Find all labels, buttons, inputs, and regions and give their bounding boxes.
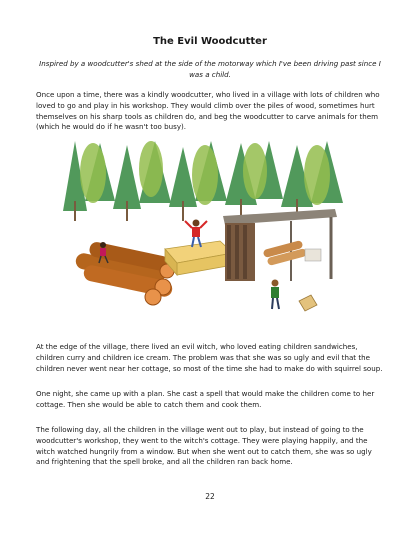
- forest-trees: [55, 141, 355, 221]
- log-pile: [74, 241, 174, 305]
- woodcutter-illustration: [55, 141, 355, 331]
- woodcutter-shed: [223, 209, 337, 281]
- story-subtitle: Inspired by a woodcutter's shed at the side of the motorway which I've been driving past since I was a child.: [39, 59, 381, 79]
- story-title: The Evil Woodcutter: [153, 36, 267, 47]
- wooden-toy: [299, 295, 317, 311]
- plank-stack: [165, 241, 233, 275]
- page-number: 22: [205, 492, 215, 501]
- child-with-hat: [271, 280, 279, 310]
- paragraph-witch: At the edge of the village, there lived an evil witch, who loved eating children sandwiches, children curry and children ice cream. The problem was that she was so ugly and evil that the children never went near her cottage, so most of the time she had to make do with squirrel soup.: [36, 342, 383, 373]
- paragraph-plan: One night, she came up with a plan. She cast a spell that would make the children come to her cottage. Then she would be able to catch them and cook them.: [36, 389, 375, 409]
- paragraph-following-day: The following day, all the children in the village went out to play, but instead of going to the woodcutter's workshop, they went to the witch's cottage. They were playing happily, and the witch watched hungrily from a window. But when she went out to catch them, she was so ugly and frightening that the spell broke, and all the children ran back home.: [36, 425, 372, 467]
- child-on-planks: [185, 220, 207, 248]
- paragraph-intro: Once upon a time, there was a kindly woodcutter, who lived in a village with lots of children who loved to go and play in his workshop. They would climb over the piles of wood, sometimes hurt themselves on his sharp tools as children do, and beg the woodcutter to carve animals for them (which he would do if he wasn't too busy).: [36, 90, 380, 132]
